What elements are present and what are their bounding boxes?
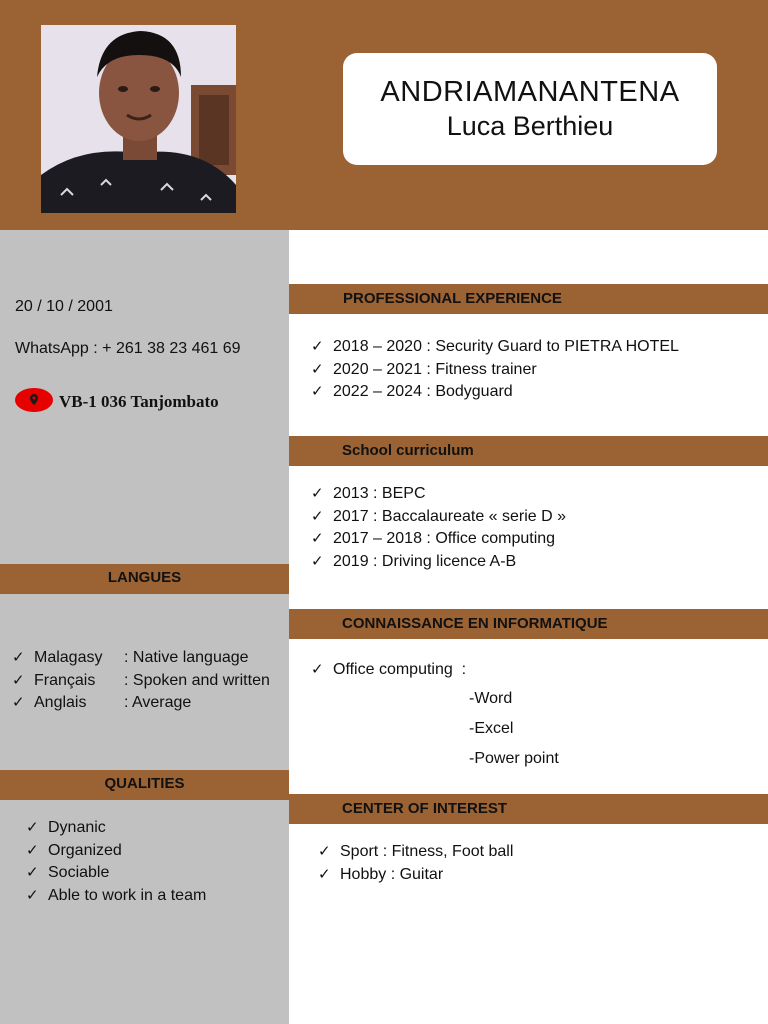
list-item: ✓ Malagasy : Native language [12, 647, 270, 670]
last-name: ANDRIAMANANTENA [380, 76, 680, 108]
name-card [343, 53, 717, 165]
section-header-qualities: QUALITIES [0, 770, 289, 800]
list-item: ✓ 2017 – 2018 : Office computing [311, 528, 566, 551]
checkmark-icon: ✓ [311, 552, 324, 570]
computing-subitem: -Word [469, 690, 513, 707]
school-list [311, 483, 566, 573]
checkmark-icon: ✓ [318, 865, 331, 883]
list-item: ✓ 2020 – 2021 : Fitness trainer [311, 359, 679, 382]
checkmark-icon: ✓ [311, 383, 324, 400]
list-item: ✓ 2022 – 2024 : Bodyguard [311, 381, 679, 404]
computing-subitem: -Excel [469, 720, 514, 737]
checkmark-icon: ✓ [12, 649, 25, 666]
list-item: ✓ 2019 : Driving licence A-B [311, 551, 566, 574]
list-item: ✓ Sociable [26, 862, 206, 885]
computing-subitem: -Power point [469, 750, 559, 767]
computing-list [311, 659, 466, 682]
checkmark-icon: ✓ [26, 864, 39, 881]
list-item: ✓ Able to work in a team [26, 885, 206, 908]
first-name: Luca Berthieu [446, 111, 614, 141]
address: VB-1 036 Tanjombato [59, 392, 219, 411]
interest-list [318, 841, 513, 886]
section-header-langues: LANGUES [0, 564, 289, 594]
list-item: ✓ Office computing : [311, 659, 466, 682]
section-header-experience: PROFESSIONAL EXPERIENCE [289, 284, 768, 314]
checkmark-icon: ✓ [26, 886, 39, 904]
location-pin-icon [15, 388, 53, 412]
languages-list [12, 647, 270, 715]
list-item: ✓ Sport : Fitness, Foot ball [318, 841, 513, 864]
section-header-interest: CENTER OF INTEREST [289, 794, 768, 824]
list-item: ✓ Dynanic [26, 817, 206, 840]
list-item: ✓ Hobby : Guitar [318, 864, 513, 887]
list-item: ✓ 2017 : Baccalaureate « serie D » [311, 506, 566, 529]
list-item: ✓ 2013 : BEPC [311, 483, 566, 506]
section-header-school: School curriculum [289, 436, 768, 466]
checkmark-icon: ✓ [26, 841, 39, 859]
checkmark-icon: ✓ [311, 338, 324, 355]
list-item: ✓ 2018 – 2020 : Security Guard to PIETRA HOTEL [311, 336, 679, 359]
checkmark-icon: ✓ [311, 485, 324, 502]
birthdate: 20 / 10 / 2001 [15, 298, 113, 315]
section-header-computing: CONNAISSANCE EN INFORMATIQUE [289, 609, 768, 639]
checkmark-icon: ✓ [26, 819, 39, 836]
list-item: ✓ Français : Spoken and written [12, 670, 270, 693]
checkmark-icon: ✓ [311, 661, 324, 678]
checkmark-icon: ✓ [12, 671, 25, 689]
experience-list [311, 336, 679, 404]
checkmark-icon: ✓ [311, 507, 324, 525]
checkmark-icon: ✓ [311, 360, 324, 378]
list-item: ✓ Organized [26, 840, 206, 863]
profile-photo [41, 25, 236, 213]
phone-number: WhatsApp : + 261 38 23 461 69 [15, 340, 241, 357]
checkmark-icon: ✓ [12, 694, 25, 711]
checkmark-icon: ✓ [318, 843, 331, 860]
qualities-list [26, 817, 206, 907]
checkmark-icon: ✓ [311, 530, 324, 547]
list-item: ✓ Anglais : Average [12, 692, 270, 715]
